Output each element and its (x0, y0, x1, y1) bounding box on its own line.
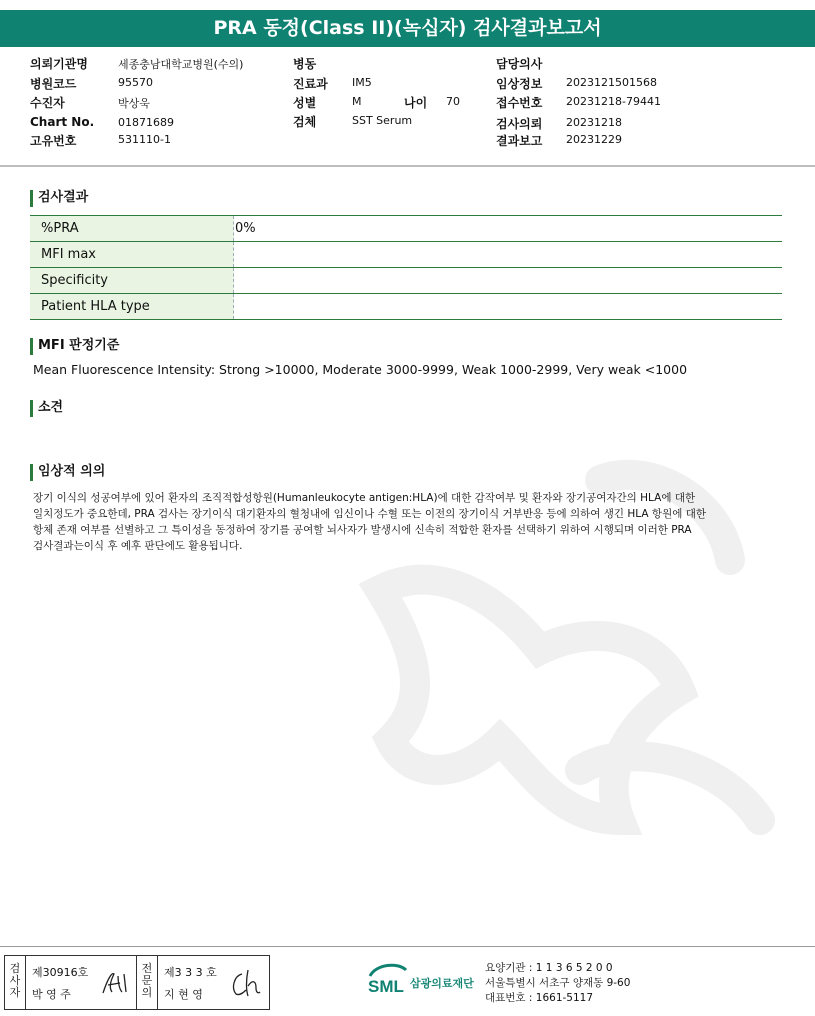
value-receipt-no: 20231218-79441 (566, 95, 661, 108)
table-row (30, 242, 782, 268)
value-chart-no: 01871689 (118, 116, 174, 129)
label-report-date: 결과보고 (496, 134, 543, 148)
reviewer-name: 지 현 영 (164, 988, 203, 1001)
clinical-significance-text (33, 490, 763, 554)
value-hospital-code: 95570 (118, 76, 153, 89)
clinical-line: 검사결과는이식 후 예후 판단에도 활용됩니다. (33, 540, 243, 552)
result-key: MFI max (30, 242, 234, 267)
value-request-date: 20231218 (566, 116, 622, 129)
results-table (30, 215, 782, 320)
label-receipt-no: 접수번호 (496, 96, 543, 110)
examiner-name: 박 영 주 (32, 988, 71, 1001)
divider (0, 165, 815, 167)
phone: 대표번호 : 1661-5117 (485, 992, 594, 1004)
value-patient: 박상욱 (118, 97, 150, 110)
clinical-line: 장기 이식의 성공여부에 있어 환자의 조직적합성항원(Humanleukocyte antigen:HLA)에 대한 감작여부 및 환자와 장기공여자간의 HLA에 대한 (33, 492, 696, 504)
svg-text:SML: SML (368, 977, 404, 996)
value-report-date: 20231229 (566, 133, 622, 146)
table-row (30, 215, 782, 242)
label-clinical-info: 임상정보 (496, 77, 543, 91)
label-chart-no: Chart No. (30, 115, 95, 129)
report-title: PRA 동정(Class II)(녹십자) 검사결과보고서 (0, 10, 815, 47)
label-doctor: 담당의사 (496, 57, 543, 71)
footer (0, 948, 815, 1016)
label-patient: 수진자 (30, 96, 65, 110)
clinical-line: 일치정도가 중요한데, PRA 검사는 장기이식 대기환자의 혈청내에 임신이나 수혈 또는 이전의 장기이식 거부반응 등에 의하여 생긴 HLA 항원에 대한 (33, 508, 706, 520)
reviewer-signature (228, 966, 264, 1000)
section-marker (30, 190, 33, 207)
address: 서울특별시 서초구 양재동 9-60 (485, 977, 631, 989)
result-value: 0% (235, 221, 256, 236)
label-hospital: 의뢰기관명 (30, 57, 88, 71)
mfi-criteria-text: Mean Fluorescence Intensity: Strong >10000, Moderate 3000-9999, Weak 1000-2999, Very weak <1000 (33, 362, 688, 377)
label-age: 나이 (404, 96, 428, 110)
value-age: 70 (446, 95, 460, 108)
examiner-license: 제30916호 (32, 966, 89, 979)
value-department: IM5 (352, 76, 372, 89)
reviewer-license: 제3 3 3 호 (164, 966, 217, 979)
value-hospital: 세종충남대학교병원(수의) (118, 58, 244, 71)
label-department: 진료과 (293, 77, 328, 91)
result-key: Patient HLA type (30, 294, 234, 319)
patient-info (0, 55, 815, 160)
signature-box (4, 955, 270, 1010)
clinical-line: 항체 존재 여부를 선별하고 그 특이성을 동정하여 장기를 공여할 뇌사자가 발생시에 신속히 적합한 환자를 선택하기 위하여 시행되며 이러한 PRA (33, 524, 692, 536)
table-row (30, 294, 782, 320)
value-clinical-info: 2023121501568 (566, 76, 657, 89)
value-specimen: SST Serum (352, 114, 413, 127)
institution-code: 요양기관 : 1 1 3 6 5 2 0 0 (485, 962, 613, 974)
section-marker (30, 400, 33, 417)
table-row (30, 268, 782, 294)
result-key: %PRA (30, 216, 234, 241)
section-marker (30, 464, 33, 481)
reviewer-label: 전 문 의 (141, 962, 153, 999)
label-unique-no: 고유번호 (30, 134, 77, 148)
label-specimen: 검체 (293, 115, 317, 129)
result-key: Specificity (30, 268, 234, 293)
label-request-date: 검사의뢰 (496, 117, 543, 131)
sml-logo-icon (366, 958, 410, 998)
examiner-label: 검 사 자 (9, 962, 21, 999)
examiner-signature (100, 968, 130, 998)
section-marker (30, 338, 33, 355)
label-sex: 성별 (293, 96, 317, 110)
label-hospital-code: 병원코드 (30, 77, 77, 91)
label-ward: 병동 (293, 57, 317, 71)
value-unique-no: 531110-1 (118, 133, 171, 146)
value-sex: M (352, 95, 362, 108)
organization-name: 삼광의료재단 (410, 977, 474, 990)
footer-divider (0, 946, 815, 947)
